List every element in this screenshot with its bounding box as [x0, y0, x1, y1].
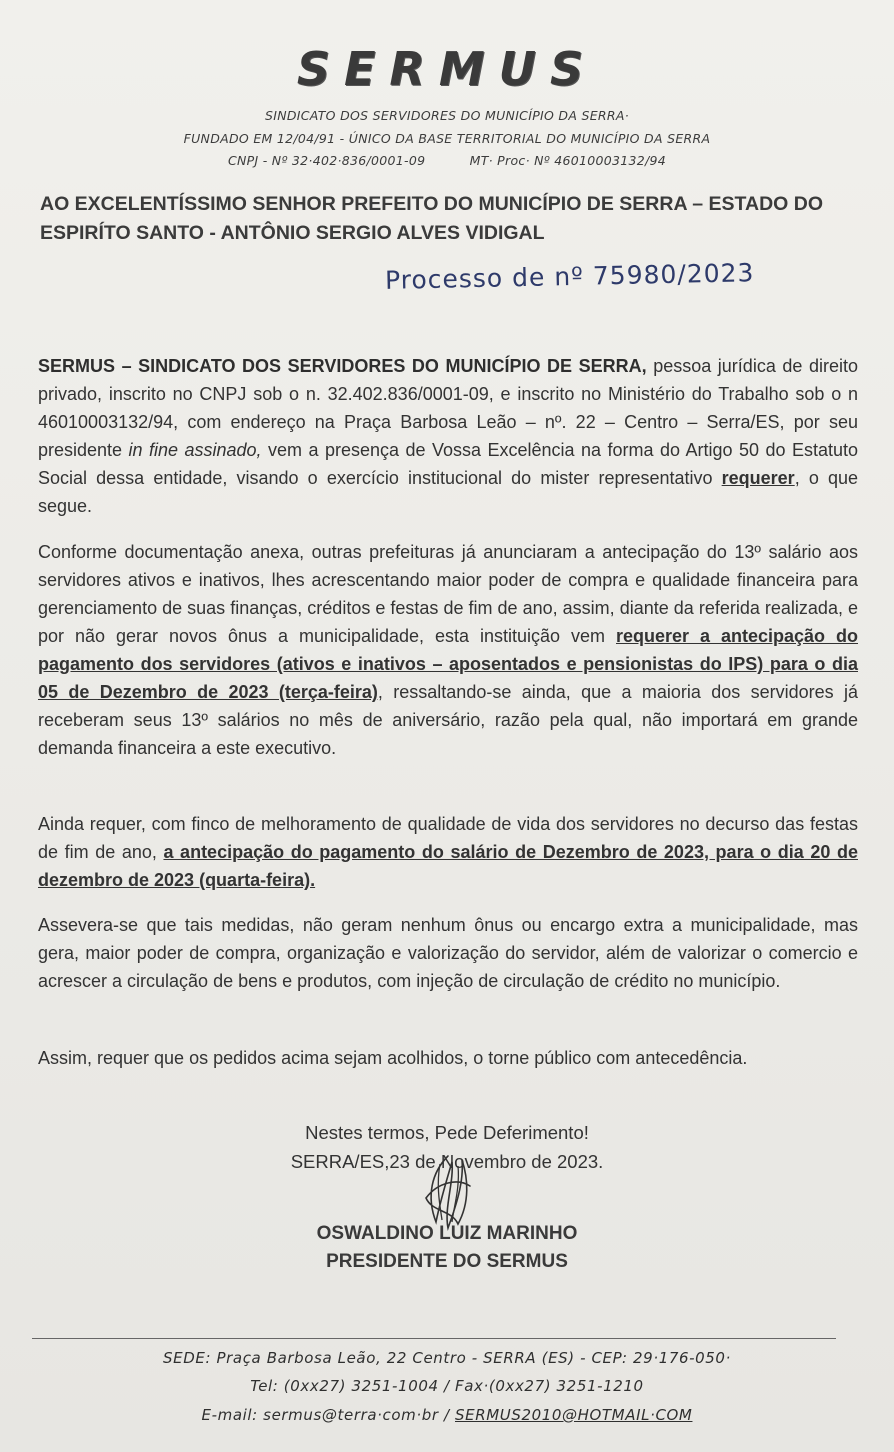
- closing-date: SERRA/ES,23 de Novembro de 2023.: [290, 1151, 604, 1172]
- paragraph-2-text-b: , ressaltando-se ainda, que a maioria dos servidores já receberam seus 13º salários no mês de aniversário, razão pela qual, não importará em grande demanda financeira a este executivo.: [38, 682, 858, 758]
- handwritten-signature: [418, 1152, 478, 1232]
- paragraph-3-request: a antecipação do pagamento do salário de Dezembro de 2023, para o dia 20 de dezembro de 2023 (quarta-feira).: [38, 842, 858, 890]
- paragraph-3: [38, 810, 858, 894]
- paragraph-4: Assevera-se que tais medidas, não geram nenhum ônus ou encargo extra a municipalidade, mas gera, maior poder de compra, organização e valorização do servidor, além de valorizar o comercio e acrescer a circulação de bens e produtos, com injeção de circulação de crédito no município.: [38, 915, 858, 991]
- footer-email-primary: E-mail: sermus@terra·com·br /: [201, 1406, 455, 1424]
- letterhead-registration: [0, 153, 894, 168]
- paragraph-1-text-a: pessoa jurídica de direito privado, inscrito no CNPJ sob o n. 32.402.836/0001-09, e inscrito no Ministério do Trabalho sob o n 46010003132/94, com endereço na Praça Barbosa Leão – nº. 22 – Centro – Serra/ES, por seu presidente: [38, 356, 859, 460]
- closing-line-1: Nestes termos, Pede Deferimento!: [305, 1122, 589, 1143]
- footer-divider: [32, 1338, 836, 1339]
- paragraph-2-text-a: Conforme documentação anexa, outras prefeituras já anunciaram a antecipação do 13º salário aos servidores ativos e inativos, lhes acrescentando maior poder de compra e qualidade financeira para gerenciamento de suas finanças, créditos e festas de fim de ano, assim, diante da referida realizada, e por não gerar novos ônus a municipalidade, esta instituição vem: [38, 542, 858, 646]
- letterhead-line1: SINDICATO DOS SERVIDORES DO MUNICÍPIO DA SERRA·: [264, 108, 630, 123]
- letterhead-mt-proc: MT· Proc· Nº 46010003132/94: [469, 153, 667, 168]
- paragraph-1-text-b: vem a presença de Vossa Excelência na forma do Artigo 50 do Estatuto Social dessa entidade, visando o exercício institucional do mister representativo: [38, 440, 858, 488]
- signatory-name: OSWALDINO LUIZ MARINHO: [316, 1223, 578, 1244]
- footer-address: SEDE: Praça Barbosa Leão, 22 Centro - SERRA (ES) - CEP: 29·176-050·: [163, 1349, 731, 1367]
- paragraph-1: [38, 352, 858, 520]
- paragraph-2-request: requerer a antecipação do pagamento dos servidores (ativos e inativos – aposentados e pensionistas do IPS) para o dia 05 de Dezembro de 2023 (terça-feira): [38, 626, 858, 702]
- signatory-title: PRESIDENTE DO SERMUS: [326, 1251, 568, 1272]
- handwritten-process-number: Processo de nº 75980/2023: [384, 258, 755, 295]
- paragraph-1-underline: requerer: [721, 468, 795, 488]
- paragraph-2: [38, 538, 858, 762]
- letterhead-cnpj: CNPJ - Nº 32·402·836/0001-09: [227, 153, 426, 168]
- paragraph-5: Assim, requer que os pedidos acima sejam acolhidos, o torne público com antecedência.: [38, 1048, 748, 1068]
- paragraph-3-text: Ainda requer, com finco de melhoramento de qualidade de vida dos servidores no decurso das festas de fim de ano,: [38, 814, 858, 862]
- paragraph-1-entity: SERMUS – SINDICATO DOS SERVIDORES DO MUNICÍPIO DE SERRA,: [38, 356, 647, 376]
- paragraph-1-text-c: , o que segue.: [38, 468, 858, 516]
- footer-phone: Tel: (0xx27) 3251-1004 / Fax·(0xx27) 3251-1210: [250, 1377, 644, 1395]
- addressee-heading: AO EXCELENTÍSSIMO SENHOR PREFEITO DO MUNICÍPIO DE SERRA – ESTADO DO ESPIRÍTO SANTO - ANTÔNIO SERGIO ALVES VIDIGAL: [40, 193, 823, 244]
- footer-email: [0, 1406, 894, 1424]
- footer-email-secondary: SERMUS2010@HOTMAIL·COM: [455, 1406, 693, 1424]
- paragraph-1-italic: in fine assinado,: [128, 440, 262, 460]
- letterhead-line2: FUNDADO EM 12/04/91 - ÚNICO DA BASE TERRITORIAL DO MUNICÍPIO DA SERRA: [183, 131, 711, 146]
- sermus-logo: SERMUS: [296, 42, 598, 96]
